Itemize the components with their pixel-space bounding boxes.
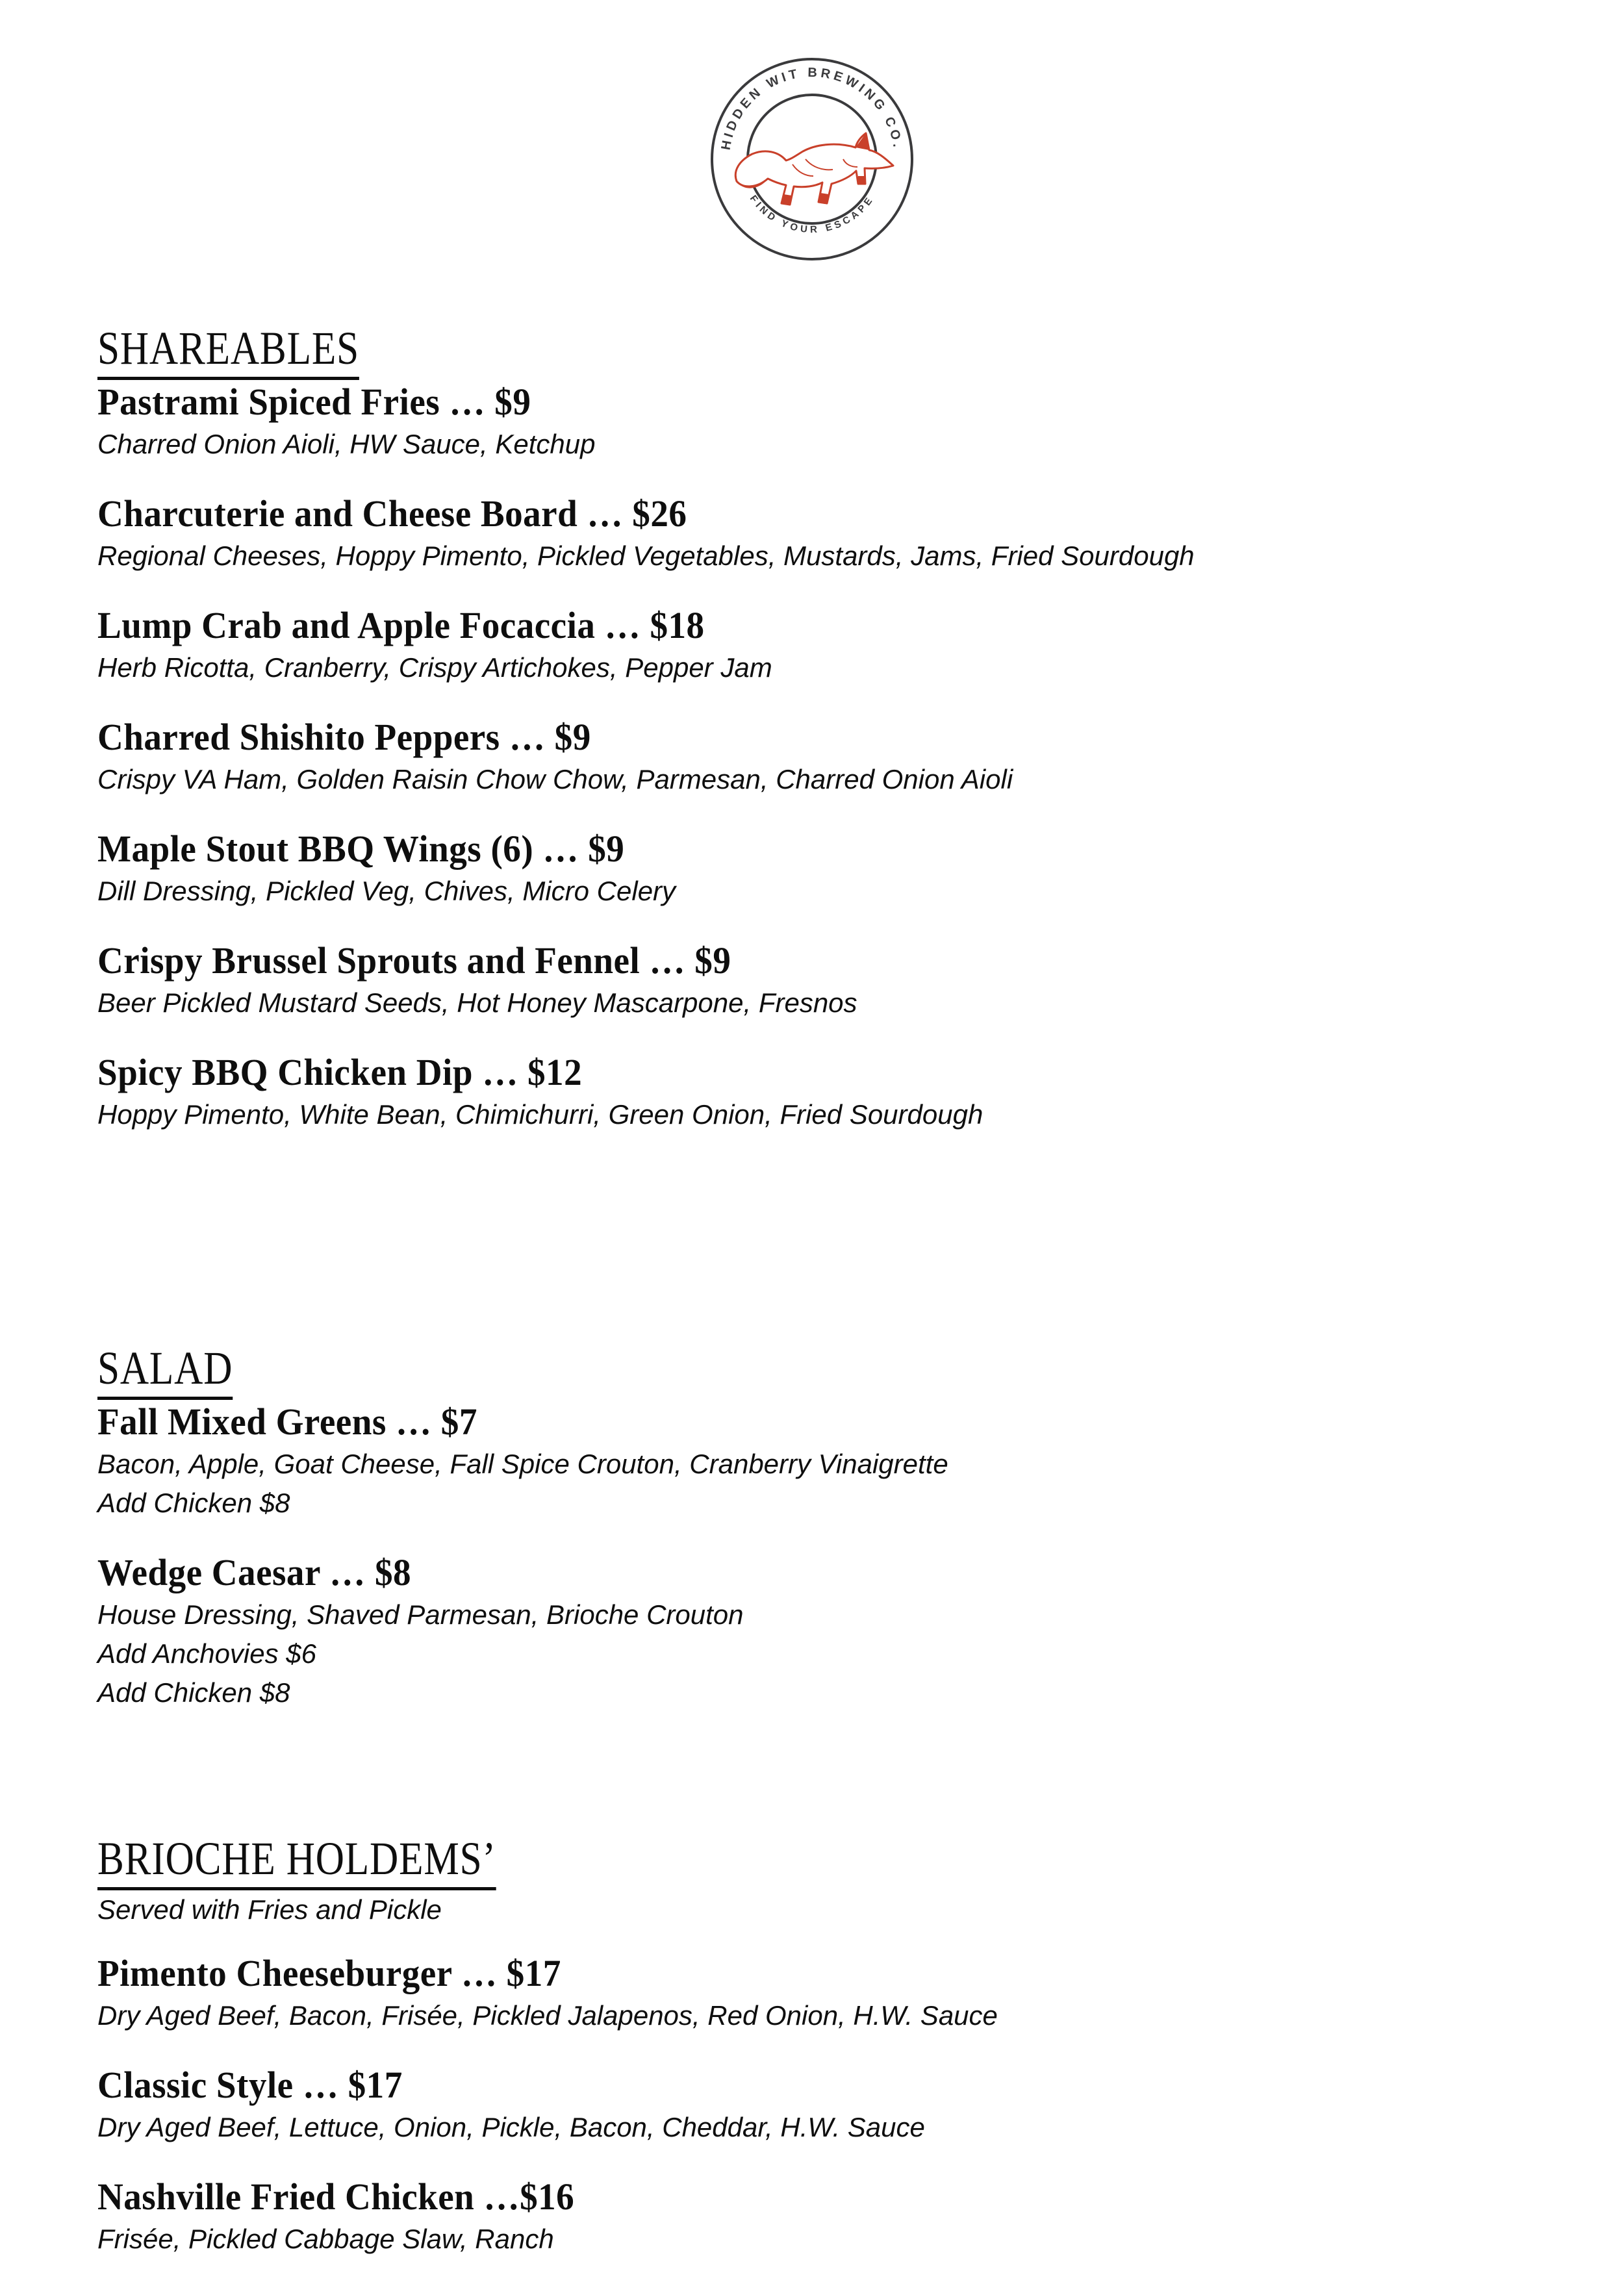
item-name: Pimento Cheeseburger (97, 1952, 452, 1994)
logo-brand-name: HIDDEN WIT BREWING CO. (718, 65, 906, 151)
item-title (97, 1401, 1455, 1443)
item-dots-separator: … (320, 1551, 375, 1593)
item-title (97, 1552, 1455, 1593)
brand-logo-badge (708, 55, 916, 263)
menu-item (97, 1401, 1527, 1523)
item-description: Crispy VA Ham, Golden Raisin Chow Chow, Parmesan, Charred Onion Aioli (97, 764, 1013, 794)
menu-section (97, 1833, 1527, 2259)
logo-bottom-arc-text (748, 194, 876, 236)
item-dots-separator: … (472, 1051, 528, 1093)
logo-top-arc-text (719, 66, 906, 151)
fox-front-foot (858, 176, 865, 184)
item-price: $18 (650, 604, 705, 646)
item-title (97, 381, 1455, 423)
item-name: Nashville Fried Chicken (97, 2176, 475, 2218)
section-note: Served with Fries and Pickle (97, 1894, 442, 1925)
item-price: $26 (632, 492, 687, 535)
item-name: Fall Mixed Greens (97, 1401, 387, 1443)
item-price: $9 (588, 828, 625, 870)
item-dots-separator: … (577, 492, 633, 535)
item-description: Dry Aged Beef, Bacon, Frisée, Pickled Jalapenos, Red Onion, H.W. Sauce (97, 2000, 998, 2031)
item-dots-separator: … (640, 939, 695, 982)
menu-item (97, 1052, 1527, 1134)
item-description: Add Chicken $8 (97, 1677, 290, 1708)
menu-item (97, 381, 1527, 464)
item-name: Wedge Caesar (97, 1551, 320, 1593)
menu-item (97, 2064, 1527, 2147)
item-price: $9 (494, 381, 531, 423)
item-name: Maple Stout BBQ Wings (6) (97, 828, 534, 870)
menu-item (97, 1552, 1527, 1712)
item-title (97, 493, 1455, 535)
menu-item (97, 940, 1527, 1022)
item-dots-separator: … (293, 2064, 348, 2106)
menu-item (97, 828, 1527, 911)
item-name: Charcuterie and Cheese Board (97, 492, 578, 535)
section-heading: BRIOCHE HOLDEMS’ (97, 1833, 496, 1890)
item-title (97, 1052, 1455, 1093)
item-dots-separator: … (451, 1952, 507, 1994)
item-price: $9 (694, 939, 731, 982)
item-description: Charred Onion Aioli, HW Sauce, Ketchup (97, 429, 596, 459)
item-description: Bacon, Apple, Goat Cheese, Fall Spice Crouton, Cranberry Vinaigrette (97, 1449, 948, 1479)
item-title (97, 2176, 1455, 2218)
menu-item (97, 2176, 1527, 2259)
item-name: Charred Shishito Peppers (97, 716, 500, 758)
item-dots-separator: … (533, 828, 589, 870)
item-title (97, 717, 1455, 758)
item-name: Classic Style (97, 2064, 294, 2106)
item-dots-separator: … (500, 716, 555, 758)
item-price: $17 (506, 1952, 561, 1994)
menu-item (97, 1953, 1527, 2035)
item-price: $9 (554, 716, 591, 758)
menu-sections (97, 322, 1527, 2259)
item-description: Add Chicken $8 (97, 1488, 290, 1518)
menu-item (97, 717, 1527, 799)
item-price: $16 (520, 2176, 575, 2218)
menu-section (97, 1342, 1527, 1712)
item-price: $17 (348, 2064, 403, 2106)
item-description: Hoppy Pimento, White Bean, Chimichurri, Green Onion, Fried Sourdough (97, 1099, 983, 1130)
item-description: Dill Dressing, Pickled Veg, Chives, Micro Celery (97, 876, 676, 906)
item-title (97, 828, 1455, 870)
item-description: House Dressing, Shaved Parmesan, Brioche Crouton (97, 1599, 744, 1630)
item-price: $8 (374, 1551, 412, 1593)
item-title (97, 605, 1455, 646)
logo-tagline: FIND YOUR ESCAPE (747, 193, 877, 236)
item-name: Lump Crab and Apple Focaccia (97, 604, 596, 646)
item-dots-separator: … (474, 2176, 520, 2218)
brand-logo (97, 0, 1527, 263)
item-description: Herb Ricotta, Cranberry, Crispy Artichokes, Pepper Jam (97, 652, 772, 683)
item-description: Frisée, Pickled Cabbage Slaw, Ranch (97, 2224, 554, 2254)
item-description: Beer Pickled Mustard Seeds, Hot Honey Mascarpone, Fresnos (97, 987, 857, 1018)
item-title (97, 2064, 1455, 2106)
menu-item (97, 605, 1527, 687)
item-description: Dry Aged Beef, Lettuce, Onion, Pickle, Bacon, Cheddar, H.W. Sauce (97, 2112, 925, 2142)
section-heading: SALAD (97, 1342, 233, 1400)
menu-item (97, 493, 1527, 576)
item-description: Add Anchovies $6 (97, 1638, 317, 1669)
item-description: Regional Cheeses, Hoppy Pimento, Pickled Vegetables, Mustards, Jams, Fried Sourdough (97, 540, 1195, 571)
menu-section (97, 322, 1527, 1134)
item-dots-separator: … (440, 381, 495, 423)
item-price: $7 (440, 1401, 477, 1443)
item-name: Spicy BBQ Chicken Dip (97, 1051, 473, 1093)
item-dots-separator: … (386, 1401, 441, 1443)
item-title (97, 940, 1455, 982)
item-name: Crispy Brussel Sprouts and Fennel (97, 939, 641, 982)
item-price: $12 (527, 1051, 583, 1093)
item-dots-separator: … (595, 604, 650, 646)
section-heading: SHAREABLES (97, 322, 359, 380)
item-name: Pastrami Spiced Fries (97, 381, 440, 423)
item-title (97, 1953, 1455, 1994)
